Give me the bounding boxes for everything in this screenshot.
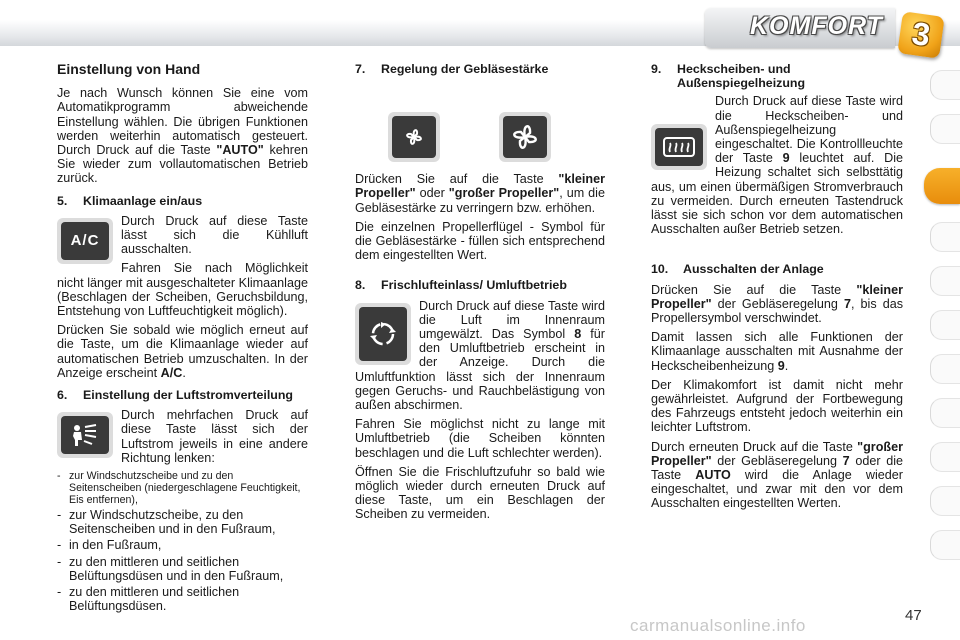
chapter-tab[interactable] (930, 266, 960, 296)
section-6-heading: 6. Einstellung der Luftstromverteilung (57, 388, 293, 403)
chapter-tabs (926, 70, 960, 580)
recirculation-glyph (368, 319, 398, 349)
s6-paragraph-1: Durch mehrfachen Druck auf diese Taste lässt sich der Luftstrom jeweils in eine andere Richtung lenken: (121, 408, 308, 465)
air-distribution-glyph (70, 422, 100, 448)
s10-paragraph-4: Durch erneuten Druck auf die Taste "großer Propeller" der Gebläseregelung 7 oder die Taste AUTO wird die Anlage wieder eingeschaltet, und zwar mit den vor dem Ausschalten eingestellten Werten. (651, 439, 904, 511)
section-8-heading: 8. Frischlufteinlass/ Umluftbetrieb (355, 278, 567, 293)
chapter-tab[interactable] (930, 530, 960, 560)
page-header (0, 0, 960, 70)
list-item: - zu den mittleren und seitlichen Belüftungsdüsen. (57, 585, 240, 614)
chapter-title: KOMFORT (750, 12, 883, 40)
small-fan-icon (388, 112, 440, 162)
chapter-tab-active[interactable] (924, 168, 960, 204)
s9-paragraph-1: Durch Druck auf diese Taste wird die Heckscheiben- und Außenspiegelheizung eingeschaltet. Die Kontrollleuchte der Taste 9 leuchtet auf. Die Heizung schaltet sich selbsttätig aus, um einen übermäßigen Stromverbrauch zu vermeiden. Durch erneuten Tastendruck lässt sie sich schon vor dem automatischen Ausschalten außer Betrieb setzen. (651, 94, 903, 237)
chapter-tab[interactable] (930, 310, 960, 340)
section-heading: Einstellung von Hand (57, 61, 201, 77)
s10-paragraph-3: Der Klimakomfort ist damit nicht mehr gewährleistet. Aufgrund der Fortbewegung des Fahrzeugs entsteht jedoch weiterhin ein leichter Luftstrom. (651, 377, 903, 435)
middle-column (355, 62, 605, 527)
s5-paragraph-1: Durch Druck auf diese Taste lässt sich die Kühlluft ausschalten. (121, 213, 308, 257)
s7-paragraph-1: Drücken Sie auf die Taste "kleiner Propeller" oder "großer Propeller", um die Gebläsestärke zu verringern bzw. erhöhen. (355, 172, 605, 215)
ac-icon-label: A/C (61, 222, 109, 260)
rear-defrost-glyph (662, 135, 696, 159)
large-fan-icon (499, 112, 551, 162)
chapter-tab[interactable] (930, 442, 960, 472)
chapter-tab[interactable] (930, 70, 960, 100)
recirculation-icon (355, 303, 411, 365)
chapter-tab[interactable] (930, 354, 960, 384)
intro-paragraph: Je nach Wunsch können Sie eine vom Automatikprogramm abweichende Einstellung wählen. Die übrigen Funktionen werden weiterhin automatisch gesteuert. Durch Druck auf die Taste "AUTO" kehren Sie wieder zum vollautomatischen Betrieb zurück. (57, 86, 308, 186)
section-9-heading: 9. Heckscheiben- und Außenspiegelheizung (651, 62, 806, 91)
right-column (651, 62, 903, 516)
s5-paragraph-2: Fahren Sie nach Möglichkeit nicht länger mit ausgeschalteter Klimaanlage (Beschlagen der Scheiben, Geruchsbildung, Entstehung von Luftfeuchtigkeit möglich). (57, 261, 308, 319)
list-item: - in den Fußraum, (57, 538, 162, 553)
left-column (57, 62, 308, 616)
s8-paragraph-3: Öffnen Sie die Frischluftzufuhr so bald wie möglich wieder durch erneuten Druck auf diese Taste, um ein Beschlagen der Scheiben zu vermeiden. (355, 464, 605, 522)
chapter-tab[interactable] (930, 222, 960, 252)
ac-button-icon (57, 218, 113, 264)
large-fan-glyph (508, 120, 542, 154)
s10-paragraph-1: Drücken Sie auf die Taste "kleiner Propeller" der Gebläseregelung 7, bis das Propellersymbol verschwindet. (651, 282, 904, 326)
s7-paragraph-2: Die einzelnen Propellerflügel - Symbol für die Gebläsestärke - füllen sich entsprechend dem eingestellten Wert. (355, 219, 605, 263)
list-item: - zur Windschutzscheibe und zu den Seitenscheiben (niedergeschlagene Feuchtigkeit, Eis entfernen), (57, 470, 301, 507)
fan-buttons (355, 82, 605, 152)
section-10-heading: 10. Ausschalten der Anlage (651, 262, 824, 277)
chapter-tab[interactable] (930, 486, 960, 516)
chapter-number: 3 (909, 14, 933, 54)
list-item: - zur Windschutzscheibe, zu den Seitenscheiben und in den Fußraum, (57, 508, 276, 537)
s5-paragraph-3: Drücken Sie sobald wie möglich erneut auf die Taste, um die Klimaanlage wieder auf automatischen Betrieb umzuschalten. In der Anzeige erscheint A/C. (57, 323, 308, 380)
small-fan-glyph (403, 126, 425, 148)
s8-paragraph-1: Durch Druck auf diese Taste wird die Luft im Innenraum umgewälzt. Das Symbol 8 für den Umluftbetrieb erscheint in der Anzeige. Durch die Umluftfunktion lässt sich der Innenraum gegen Geruchs- und Rauchbelästigung von außen abschirmen. (355, 298, 605, 413)
page-number: 47 (905, 607, 922, 624)
s8-paragraph-2: Fahren Sie möglichst nicht zu lange mit Umluftbetrieb (die Scheiben könnten beschlagen und die Luft schlechter werden). (355, 417, 605, 460)
chapter-number-badge (897, 11, 944, 58)
chapter-tab[interactable] (930, 398, 960, 428)
section-5-heading: 5. Klimaanlage ein/aus (57, 193, 203, 208)
air-distribution-icon (57, 412, 113, 458)
list-item: - zu den mittleren und seitlichen Belüftungsdüsen und in den Fußraum, (57, 554, 284, 583)
chapter-tab[interactable] (930, 114, 960, 144)
rear-defrost-icon (651, 124, 707, 170)
watermark: carmanualsonline.info (630, 616, 806, 635)
section-7-heading: 7. Regelung der Gebläsestärke (355, 62, 549, 76)
s10-paragraph-2: Damit lassen sich alle Funktionen der Klimaanlage ausschalten mit Ausnahme der Heckscheibenheizung 9. (651, 330, 903, 373)
